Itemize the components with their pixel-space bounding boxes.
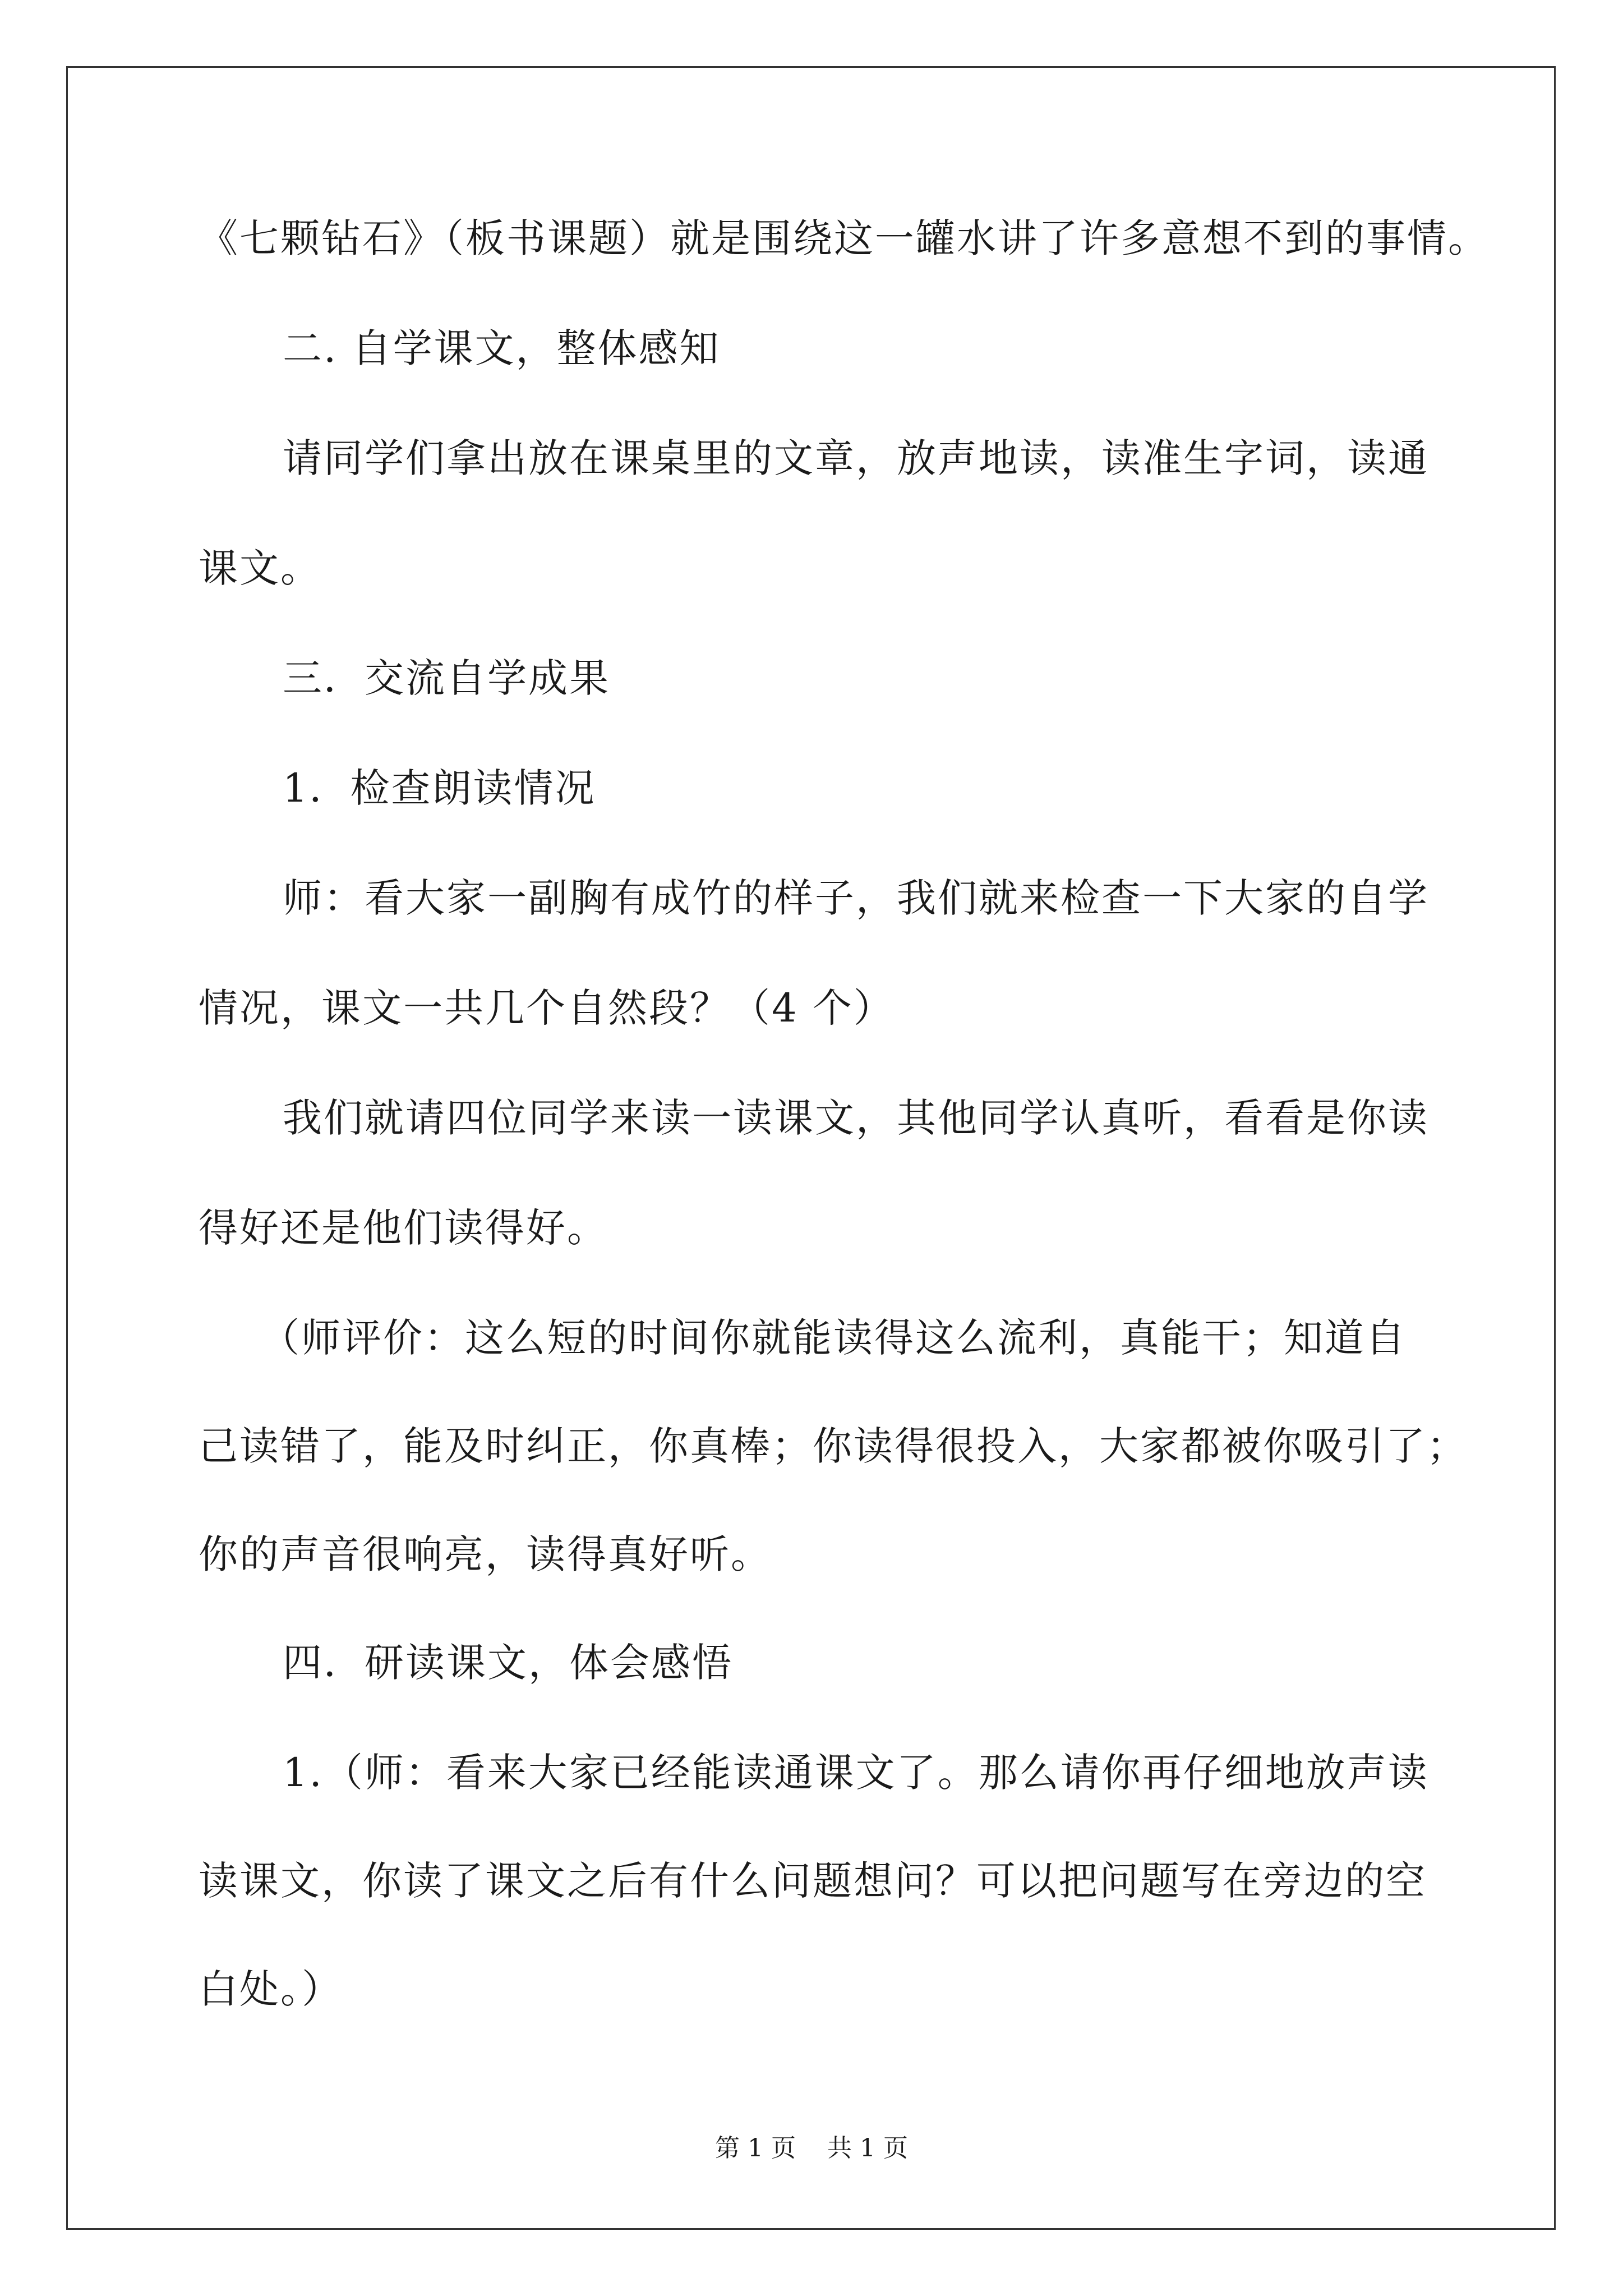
text-line: 1.（师：看来大家已经能读通课文了。那么请你再仔细地放声读 [283, 1750, 1429, 1796]
text-line: 我们就请四位同学来读一读课文，其他同学认真听，看看是你读 [283, 1095, 1429, 1141]
section-heading: 四．研读课文，体会感悟 [283, 1640, 733, 1686]
text-line: 师：看大家一副胸有成竹的样子，我们就来检查一下大家的自学 [283, 875, 1429, 921]
page-number-current: 第 1 页 [715, 2134, 796, 2162]
text-line: 己读错了，能及时纠正，你真棒；你读得很投入，大家都被你吸引了； [199, 1423, 1468, 1469]
text-line: 得好还是他们读得好。 [199, 1205, 608, 1251]
text-line: （师评价：这么短的时间你就能读得这么流利，真能干；知道自 [260, 1315, 1407, 1361]
section-heading: 三．交流自学成果 [283, 655, 610, 701]
subsection-heading: 1．检查朗读情况 [283, 765, 596, 811]
text-line: 《七颗钻石》（板书课题）就是围绕这一罐水讲了许多意想不到的事情。 [199, 215, 1489, 261]
page-footer [0, 2132, 1623, 2165]
text-line: 读课文，你读了课文之后有什么问题想问？可以把问题写在旁边的空 [199, 1858, 1427, 1904]
section-heading: 二. 自学课文，整体感知 [283, 325, 721, 371]
text-line: 你的声音很响亮，读得真好听。 [199, 1531, 772, 1577]
text-line: 情况，课文一共几个自然段？（4 个） [199, 985, 895, 1031]
text-line: 白处。） [199, 1966, 343, 2012]
page-number-total: 共 1 页 [827, 2134, 908, 2162]
text-line: 课文。 [199, 545, 321, 591]
text-line: 请同学们拿出放在课桌里的文章，放声地读，读准生字词，读通 [283, 435, 1429, 481]
